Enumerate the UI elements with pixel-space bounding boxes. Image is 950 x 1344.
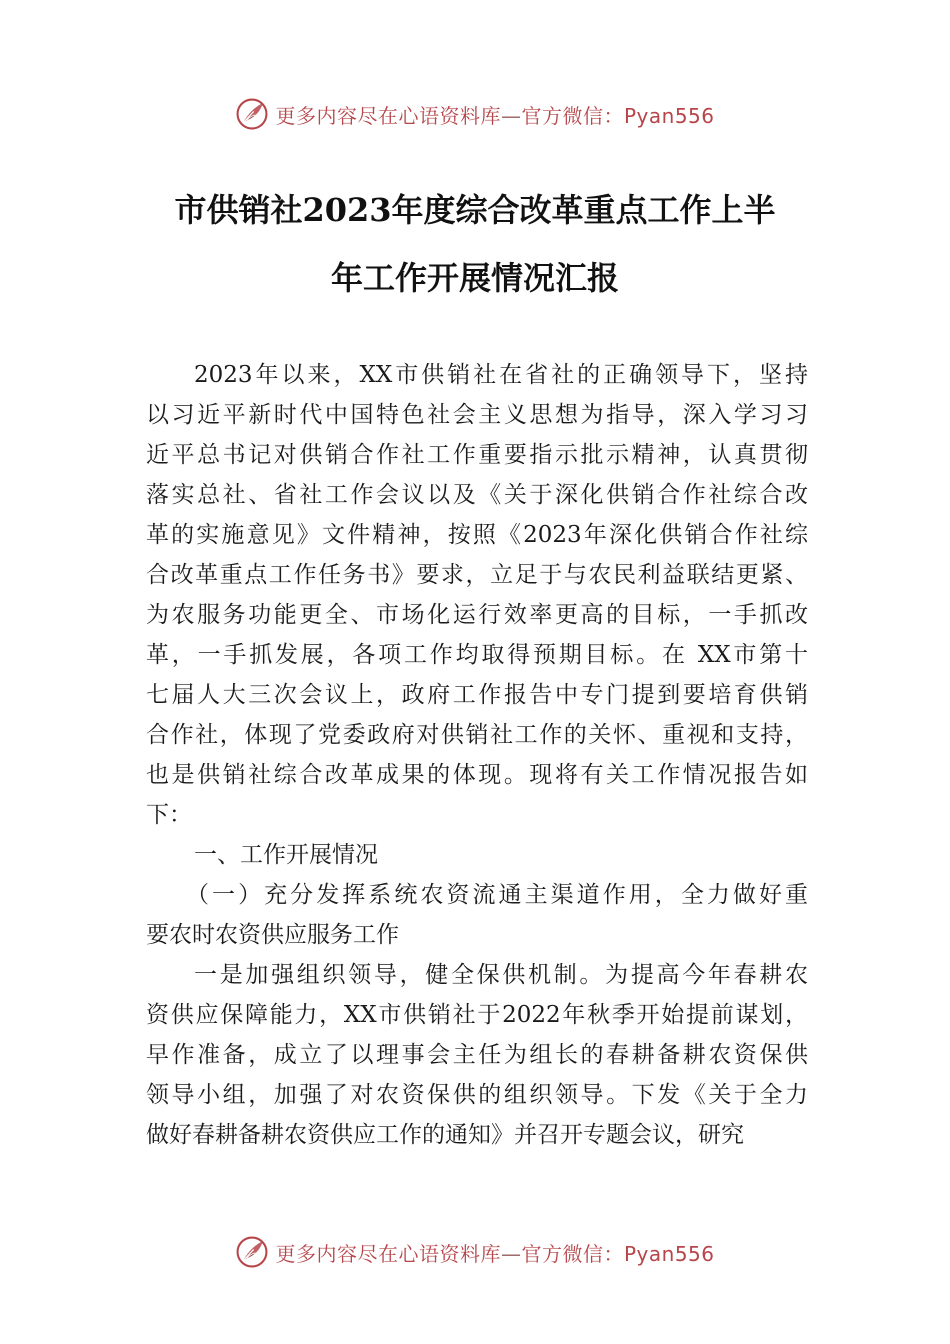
body-line: 近平总书记对供销合作社工作重要指示批示精神，认真贯彻: [146, 442, 808, 468]
feather-quill-logo-icon: [235, 97, 269, 131]
body-line: 合作社，体现了党委政府对供销社工作的关怀、重视和支持，: [146, 722, 808, 748]
body-line: 七届人大三次会议上，政府工作报告中专门提到要培育供销: [146, 682, 808, 708]
subsection-heading-cont: 要农时农资供应服务工作: [146, 922, 399, 948]
section-heading: 一、工作开展情况: [194, 842, 378, 868]
feather-quill-logo-icon: [235, 1235, 269, 1269]
body-line: 早作准备，成立了以理事会主任为组长的春耕备耕农资保供: [146, 1042, 808, 1068]
document-title: [130, 176, 820, 312]
body-line: 下：: [146, 802, 192, 828]
body-line: 领导小组，加强了对农资保供的组织领导。下发《关于全力: [146, 1082, 808, 1108]
watermark-text: [275, 100, 714, 129]
body-line: 革的实施意见》文件精神，按照《2023年深化供销合作社综: [146, 522, 808, 548]
watermark-separator: —: [500, 1241, 522, 1266]
watermark-wechat-label: 官方微信：: [521, 1241, 624, 1266]
watermark-text: [275, 1238, 714, 1267]
watermark-wechat-id: Pyan556: [623, 1241, 715, 1266]
body-line: 一是加强组织领导，健全保供机制。为提高今年春耕农: [194, 962, 808, 988]
subsection-heading: （一）充分发挥系统农资流通主渠道作用，全力做好重: [186, 882, 808, 908]
title-line-2: 年工作开展情况汇报: [330, 259, 619, 297]
body-line: 为农服务功能更全、市场化运行效率更高的目标，一手抓改: [146, 602, 808, 628]
body-line: 2023年以来，XX市供销社在省社的正确领导下，坚持: [194, 362, 808, 388]
watermark-brand: 更多内容尽在心语资料库: [275, 103, 501, 128]
watermark-wechat-id: Pyan556: [623, 103, 715, 128]
body-line: 以习近平新时代中国特色社会主义思想为指导，深入学习习: [146, 402, 808, 428]
header-watermark: [0, 92, 950, 136]
title-line-1: 市供销社2023年度综合改革重点工作上半: [174, 191, 776, 229]
body-line: 革，一手抓发展，各项工作均取得预期目标。在 XX市第十: [146, 642, 808, 668]
watermark-brand: 更多内容尽在心语资料库: [275, 1241, 501, 1266]
body-line: 落实总社、省社工作会议以及《关于深化供销合作社综合改: [146, 482, 808, 508]
body-line: 也是供销社综合改革成果的体现。现将有关工作情况报告如: [146, 762, 808, 788]
document-body: [146, 355, 808, 1155]
watermark-wechat-label: 官方微信：: [521, 103, 624, 128]
body-line: 做好春耕备耕农资供应工作的通知》并召开专题会议，研究: [146, 1122, 744, 1148]
body-line: 合改革重点工作任务书》要求，立足于与农民利益联结更紧、: [146, 562, 808, 588]
watermark-separator: —: [500, 103, 522, 128]
body-line: 资供应保障能力，XX市供销社于2022年秋季开始提前谋划，: [146, 1002, 808, 1028]
footer-watermark: [0, 1230, 950, 1274]
